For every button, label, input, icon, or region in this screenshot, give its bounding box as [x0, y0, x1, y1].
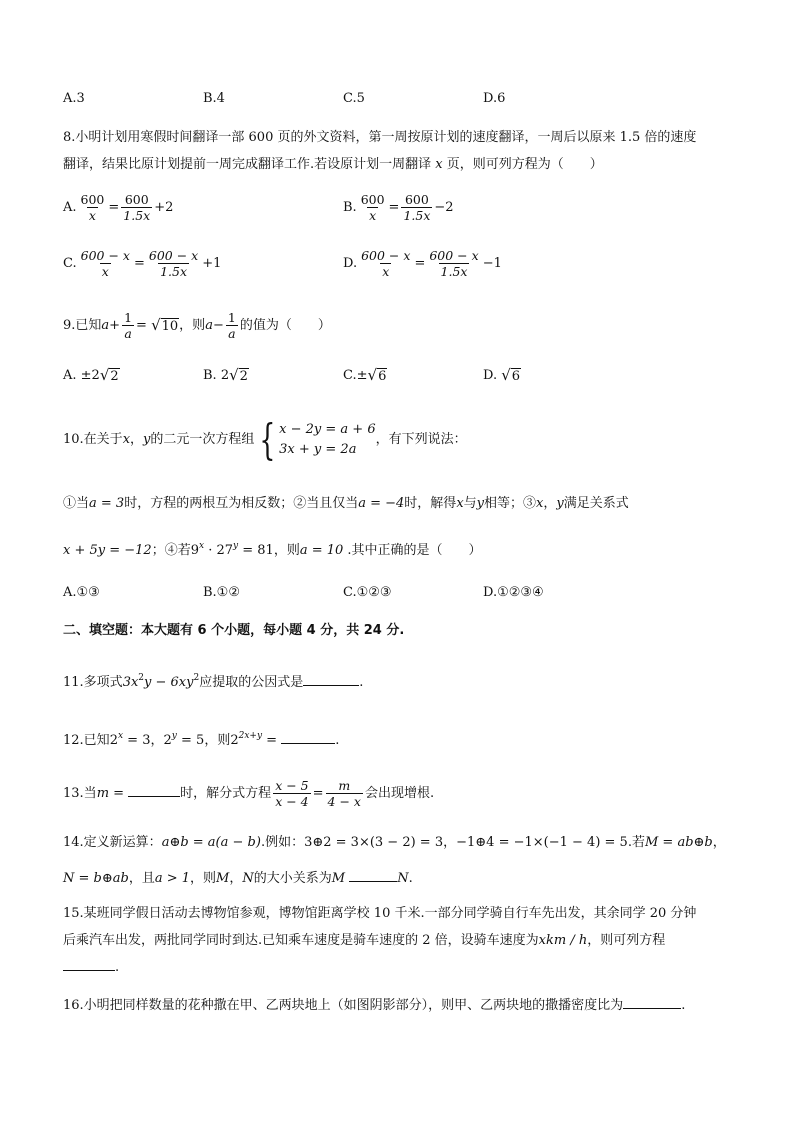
q8-c-frac2 — [147, 248, 200, 279]
text: 时，方程的两根互为相反数；②当且仅当 — [124, 496, 359, 511]
q8-var-x: x — [435, 157, 443, 172]
exponent: 2 — [138, 673, 145, 683]
text: 相等；③ — [484, 496, 537, 511]
math: = — [262, 733, 282, 748]
text: 时，解得 — [404, 496, 457, 511]
answer-blank[interactable] — [63, 958, 115, 971]
q7-option-d: D.6 — [483, 91, 506, 106]
denominator: x — [382, 264, 390, 279]
math: M — [331, 871, 346, 886]
math: = 3 — [123, 733, 151, 748]
equals: = — [414, 256, 426, 271]
denominator: 1.5x — [160, 264, 188, 279]
minus: − — [212, 318, 224, 333]
text: . — [681, 998, 686, 1013]
text: .其中正确的是（ ） — [343, 543, 482, 558]
q9-prefix: 9.已知 — [63, 318, 102, 333]
q8-d-tail: −1 — [482, 256, 502, 271]
label: B. 2 — [203, 368, 230, 383]
q12-text — [63, 727, 339, 750]
q10-option-c: C.①②③ — [343, 585, 392, 600]
q8-option-d — [343, 248, 502, 279]
math: M — [216, 871, 230, 886]
q10-statements-line1 — [63, 495, 629, 513]
answer-blank[interactable] — [349, 869, 397, 882]
exponent: x — [117, 731, 124, 741]
text: ， — [712, 835, 726, 850]
q10-text — [63, 414, 467, 464]
text: . — [115, 960, 120, 975]
text: 应提取的公因式是 — [199, 675, 304, 690]
denominator: 1.5x — [403, 208, 431, 223]
radicand: 10 — [161, 319, 179, 334]
q9-option-c — [343, 367, 387, 385]
numerator: 600 − x — [148, 248, 199, 263]
math: x + 5y = −12 — [63, 543, 152, 558]
q8-d-label: D. — [343, 256, 358, 271]
var-x: x — [122, 432, 131, 447]
math: a = 10 — [299, 543, 344, 558]
q8-a-frac1 — [79, 192, 107, 223]
text: ， — [229, 871, 243, 886]
text: ， — [150, 733, 164, 748]
q8-option-a — [63, 192, 173, 223]
q9-text — [63, 310, 331, 341]
equation-2: 3x + y = 2a — [279, 441, 357, 457]
math: N — [397, 871, 409, 886]
text: . — [335, 733, 340, 748]
answer-blank[interactable] — [281, 731, 335, 744]
math: = 5 — [176, 733, 205, 748]
var-y: y — [143, 432, 151, 447]
q7-option-b: B.4 — [203, 91, 225, 106]
text: .若 — [627, 835, 645, 850]
text: 满足关系式 — [563, 496, 629, 511]
label: D. — [483, 368, 502, 383]
exponent: 2 — [193, 673, 200, 683]
text: 的大小关系为 — [253, 871, 332, 886]
denominator: x — [101, 264, 109, 279]
denominator: a — [228, 326, 236, 341]
math: y — [476, 496, 485, 511]
text: 16.小明把同样数量的花种撒在甲、乙两块地上（如图阴影部分），则甲、乙两块地的撒播密度比为 — [63, 998, 624, 1013]
math: M = ab⊕b — [644, 835, 713, 850]
numerator: m — [338, 778, 351, 793]
plus: + — [109, 318, 121, 333]
q8-b-frac1 — [359, 192, 387, 223]
q15-line3 — [63, 958, 119, 977]
q10-suffix: ，有下列说法： — [375, 432, 467, 447]
denominator: x — [88, 208, 96, 223]
q10-prefix: 10.在关于 — [63, 432, 123, 447]
equation-system — [279, 420, 375, 460]
q10-option-b: B.①② — [203, 585, 240, 600]
answer-blank[interactable] — [303, 673, 359, 686]
text: .例如： — [260, 835, 305, 850]
math: xkm / h — [538, 933, 588, 948]
q11-text — [63, 669, 363, 692]
q10-statements-line2 — [63, 537, 482, 560]
var-a: a — [205, 318, 213, 333]
text: 会出现增根. — [364, 786, 435, 801]
q8-a-tail: +2 — [154, 200, 174, 215]
q8-d-frac2 — [427, 248, 480, 279]
text: 与 — [463, 496, 477, 511]
math: a > 1 — [154, 871, 191, 886]
equation-1: x − 2y = a + 6 — [279, 421, 376, 437]
q10-option-a: A.①③ — [63, 585, 100, 600]
radicand: 6 — [511, 369, 521, 384]
sqrt: √ 2 — [99, 366, 119, 384]
equals: = — [133, 256, 145, 271]
math: 9 — [190, 543, 199, 558]
var-a: a — [101, 318, 110, 333]
text: ， — [443, 835, 457, 850]
text: 后乘汽车出发，两批同学同时到达.已知乘车速度是骑车速度的 2 倍，设骑车速度为 — [63, 933, 539, 948]
math: 3⊕2 = 3×(3 − 2) = 3 — [304, 835, 444, 850]
math: x — [536, 496, 544, 511]
denominator: 4 − x — [327, 794, 361, 809]
q9-option-d — [483, 367, 521, 385]
q8-c-tail: +1 — [202, 256, 222, 271]
q7-option-c: C.5 — [343, 91, 365, 106]
math: = 81 — [238, 543, 274, 558]
text: ，则可列方程 — [587, 933, 666, 948]
numerator: 1 — [227, 310, 236, 325]
text: . — [408, 871, 413, 886]
text: ，且 — [128, 871, 155, 886]
q8-option-c — [63, 248, 221, 279]
math: a = −4 — [358, 496, 405, 511]
section-2-heading: 二、填空题：本大题有 6 个小题，每小题 4 分，共 24 分. — [63, 623, 405, 638]
q8-a-frac2 — [121, 192, 152, 223]
math: 3x — [122, 675, 139, 690]
math: x — [456, 496, 464, 511]
math: m = — [96, 786, 129, 801]
text: ， — [543, 496, 557, 511]
math: N — [242, 871, 254, 886]
sqrt: √ 6 — [501, 366, 521, 384]
q8-option-b — [343, 192, 454, 223]
text: 12.已知 — [63, 733, 110, 748]
text: 11.多项式 — [63, 675, 123, 690]
radicand: 2 — [239, 369, 248, 384]
denominator: x − 4 — [275, 794, 309, 809]
math: 2 — [230, 733, 239, 748]
numerator: 600 − x — [80, 248, 130, 263]
text: ，则 — [190, 871, 217, 886]
q13-text — [63, 778, 434, 809]
denominator: x — [369, 208, 377, 223]
math: 2 — [109, 733, 118, 748]
q8-d-frac1 — [359, 248, 412, 279]
math: 2 — [163, 733, 172, 748]
radicand: 2 — [110, 369, 119, 384]
label: A. ±2 — [63, 368, 100, 383]
comma: ， — [130, 432, 144, 447]
numerator: 600 − x — [361, 248, 411, 263]
answer-blank[interactable] — [623, 996, 681, 1009]
q16-text — [63, 996, 685, 1015]
equals: = — [312, 786, 324, 801]
q8-text-line1: 8.小明计划用寒假时间翻译一部 600 页的外文资料，第一周按原计划的速度翻译，一周后以原来 1.5 倍的速度 — [63, 130, 697, 145]
math: · 27 — [204, 543, 234, 558]
q14-line1 — [63, 834, 726, 852]
text: ，则 — [204, 733, 231, 748]
brace: { — [259, 414, 276, 464]
exponent: 2x+y — [238, 731, 263, 741]
q9-mid: ，则 — [179, 318, 206, 333]
denominator: 1.5x — [440, 264, 468, 279]
math: y — [556, 496, 564, 511]
q9-option-a — [63, 367, 120, 385]
sqrt-10: √ 10 — [151, 316, 179, 334]
text: 14.定义新运算： — [63, 835, 162, 850]
q8-b-label: B. — [343, 200, 357, 215]
text: ①当 — [63, 496, 90, 511]
q8-line2a: 翻译，结果比原计划提前一周完成翻译工作.若设原计划一周翻译 — [63, 157, 432, 172]
text: 时，解分式方程 — [180, 786, 272, 801]
label: C.± — [343, 368, 368, 383]
q9-option-b — [203, 367, 249, 385]
q15-line1: 15.某班同学假日活动去博物馆参观，博物馆距离学校 10 千米.一部分同学骑自行车先出发，其余同学 20 分钟 — [63, 906, 697, 921]
q8-c-label: C. — [63, 256, 77, 271]
q8-b-frac2 — [401, 192, 432, 223]
numerator: 600 — [124, 192, 149, 207]
q8-text-line2 — [63, 156, 603, 174]
q10-mid: 的二元一次方程组 — [150, 432, 255, 447]
q7-option-a: A.3 — [63, 91, 85, 106]
exponent: y — [171, 731, 177, 741]
equals: = — [136, 318, 152, 333]
text: ，则 — [273, 543, 300, 558]
q9-suffix: 的值为（ ） — [239, 318, 331, 333]
q15-line2 — [63, 932, 665, 950]
numerator: 600 — [80, 192, 105, 207]
numerator: x − 5 — [275, 778, 309, 793]
equals: = — [108, 200, 120, 215]
q10-option-d: D.①②③④ — [483, 585, 544, 600]
q8-line2b: 页，则可列方程为（ ） — [446, 157, 603, 172]
text: 13.当 — [63, 786, 97, 801]
q13-frac2 — [326, 778, 363, 809]
q14-line2 — [63, 869, 413, 888]
math: N = b⊕ab — [63, 871, 129, 886]
q9-frac2 — [226, 310, 238, 341]
q8-a-label: A. — [63, 200, 77, 215]
sqrt: √ 6 — [367, 366, 387, 384]
math: −1⊕4 = −1×(−1 − 4) = 5 — [456, 835, 628, 850]
numerator: 600 − x — [429, 248, 479, 263]
denominator: 1.5x — [123, 208, 151, 223]
text: . — [359, 675, 364, 690]
text: ；④若 — [151, 543, 191, 558]
equals: = — [388, 200, 400, 215]
radicand: 6 — [378, 369, 387, 384]
q8-c-frac1 — [79, 248, 132, 279]
denominator: a — [124, 326, 132, 341]
math: a⊕b = a(a − b) — [161, 835, 261, 850]
math: y − 6xy — [144, 675, 194, 690]
exponent: x — [199, 541, 205, 551]
answer-blank[interactable] — [128, 784, 180, 797]
numerator: 600 — [360, 192, 385, 207]
numerator: 1 — [124, 310, 133, 325]
math: a = 3 — [89, 496, 125, 511]
exponent: y — [233, 541, 239, 551]
numerator: 600 — [404, 192, 429, 207]
sqrt: √ 2 — [229, 366, 248, 384]
q8-b-tail: −2 — [434, 200, 454, 215]
q9-frac1 — [122, 310, 134, 341]
q13-frac1 — [273, 778, 310, 809]
